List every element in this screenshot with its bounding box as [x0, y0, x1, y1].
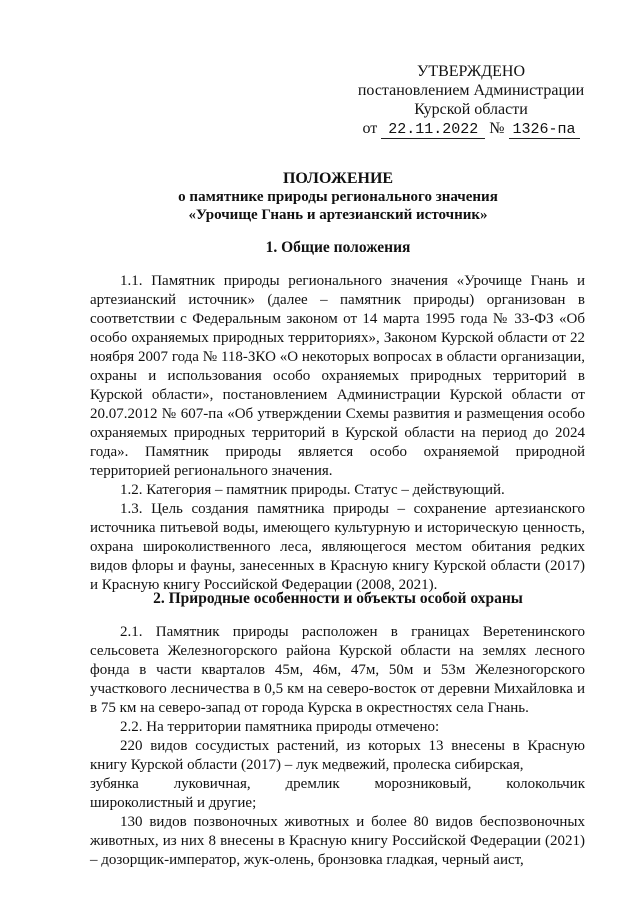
- paragraph-1-3: 1.3. Цель создания памятника природы – сохранение артезианского источника питьевой воды, имеющего культурную и историческую ценность, охрана широколиственного леса, являющегося местом обитания редких видов флоры и фауны, занесенных в Красную книгу Курской области (2017) и Красную книгу Российской Федерации (2008, 2021).: [90, 501, 585, 593]
- paragraph-1-1: 1.1. Памятник природы регионального значения «Урочище Гнань и артезианский источник» (далее – памятник природы) организован в соответствии с Федеральным законом от 14 марта 1995 года № 33-ФЗ «Об особо охраняемых природных территориях», Законом Курской области от 22 ноября 2007 года № 118-ЗКО «О некоторых вопросах в области организации, охраны и использования особо охраняемых природных территорий в Курской области», постановлением Администрации Курской области от 20.07.2012 № 607-па «Об утверждении Схемы развития и размещения особо охраняемых природных территорий в Курской области на период до 2024 года». Памятник природы является особо охраняемой природной территорией регионального значения.: [90, 273, 585, 479]
- section-1-body: [90, 272, 585, 595]
- title-line-2: «Урочище Гнань и артезианский источник»: [188, 207, 488, 223]
- word: зубянка: [90, 776, 139, 792]
- number-sign: №: [489, 120, 505, 137]
- approval-line-2: Курской области: [414, 101, 528, 118]
- title-line-1: о памятнике природы регионального значения: [178, 189, 498, 205]
- approval-line-1: постановлением Администрации: [357, 82, 585, 99]
- paragraph-2-3: 220 видов сосудистых растений, из которых 13 внесены в Красную книгу Курской области (2017) – лук медвежий, пролеска сибирская,: [90, 738, 585, 773]
- approved-label: УТВЕРЖДЕНО: [416, 63, 525, 80]
- word: дремлик: [285, 776, 340, 792]
- word: луковичная,: [173, 776, 251, 792]
- approval-date: 22.11.2022: [381, 121, 485, 139]
- document-title: [88, 169, 588, 224]
- paragraph-2-4: 130 видов позвоночных животных и более 80 видов беспозвоночных животных, из них 8 внесены в Красную книгу Российской Федерации (2021) – дозорщик-император, жук-олень, бронзовка гладкая, черный аист,: [90, 814, 585, 868]
- section-2-body: [90, 623, 585, 870]
- section-1-title: 1. Общие положения: [265, 239, 411, 256]
- approval-stamp: [346, 62, 596, 139]
- paragraph-2-2: 2.2. На территории памятника природы отмечено:: [120, 719, 440, 735]
- word: морозниковый,: [374, 776, 472, 792]
- section-2-title: 2. Природные особенности и объекты особой охраны: [153, 590, 523, 607]
- title-heading: ПОЛОЖЕНИЕ: [282, 170, 394, 187]
- paragraph-1-2: 1.2. Категория – памятник природы. Статус – действующий.: [120, 482, 505, 498]
- word: колокольчик: [506, 776, 585, 792]
- plant-list-end: широколистный и другие;: [90, 795, 257, 811]
- plant-list-row: [90, 775, 585, 794]
- approval-date-number-line: [346, 119, 596, 139]
- from-label: от: [362, 120, 378, 137]
- approval-number: 1326-па: [509, 121, 580, 139]
- paragraph-2-1: 2.1. Памятник природы расположен в границах Веретенинского сельсовета Железногорского района Курской области на землях лесного фонда в части кварталов 45м, 46м, 47м, 50м и 53м Железногорского участкового лесничества в 0,5 км на северо-восток от деревни Михайловка и в 75 км на северо-запад от города Курска в окрестностях села Гнань.: [90, 624, 585, 716]
